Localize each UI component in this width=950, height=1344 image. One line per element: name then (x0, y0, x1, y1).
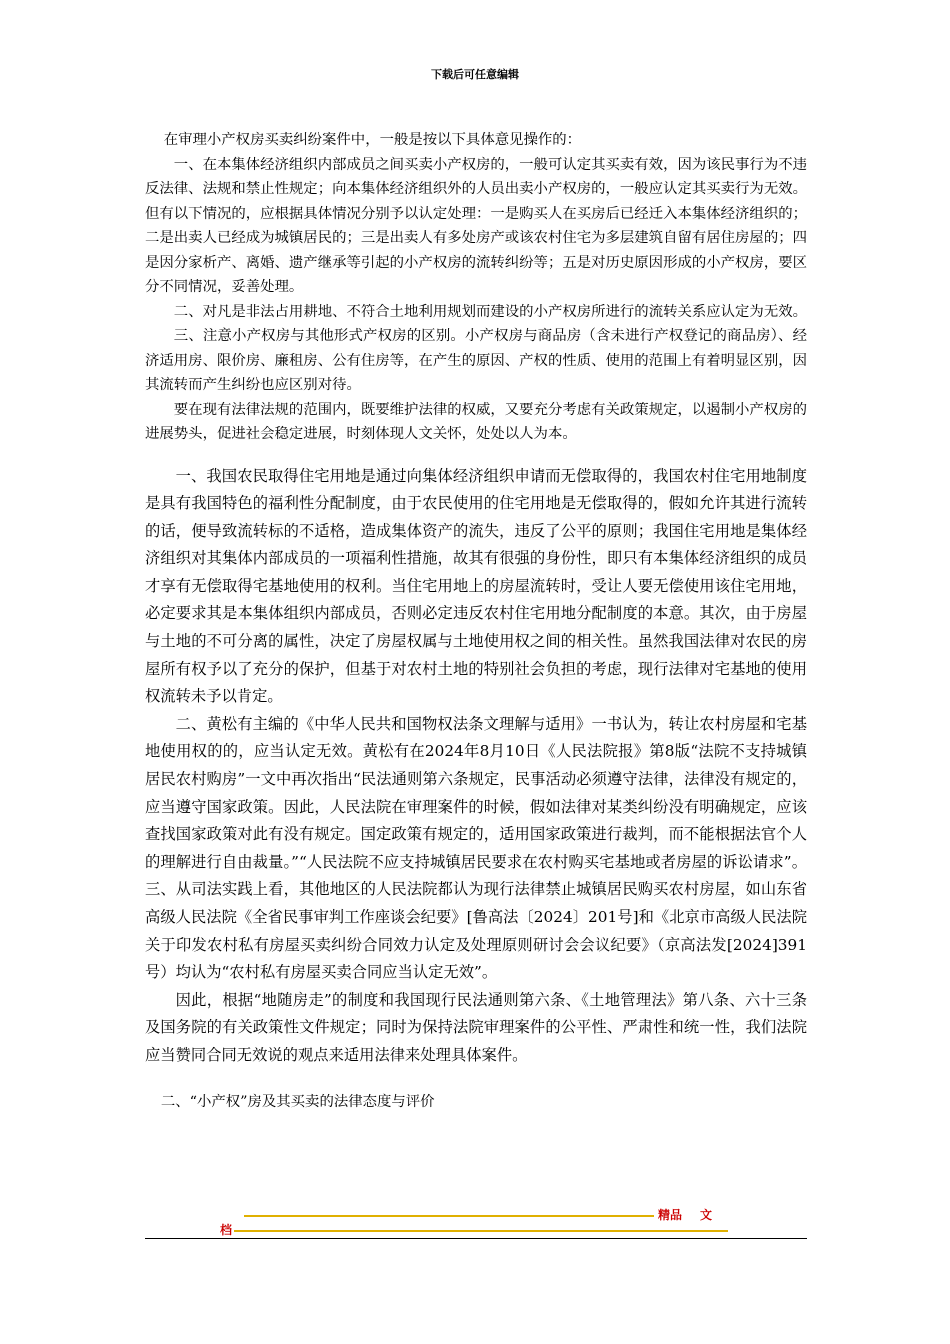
footer-label-3: 档 (220, 1223, 233, 1237)
paragraph: 二、黄松有主编的《中华人民共和国物权法条文理解与适用》一书认为，转让农村房屋和宅基地使用权的的，应当认定无效。黄松有在2024年8月10日《人民法院报》第8版“法院不支持城镇居民农村购房”一文中再次指出“民法通则第六条规定，民事活动必须遵守法律，法律没有规定的，应当遵守国家政策。因此，人民法院在审理案件的时候，假如法律对某类纠纷没有明确规定，应该查找国家政策对此有没有规定。国定政策有规定的，适用国家政策进行裁判，而不能根据法官个人的理解进行自由裁量。”“人民法院不应支持城镇居民要求在农村购买宅基地或者房屋的诉讼请求”。三、从司法实践上看，其他地区的人民法院都认为现行法律禁止城镇居民购买农村房屋，如山东省高级人民法院《全省民事审判工作座谈会纪要》[鲁高法〔2024〕201号]和《北京市高级人民法院关于印发农村私有房屋买卖纠纷合同效力认定及处理原则研讨会会议纪要》（京高法发[2024]391号）均认为“农村私有房屋买卖合同应当认定无效”。 (145, 714, 807, 982)
paragraph: 二、对凡是非法占用耕地、不符合土地利用规划而建设的小产权房所进行的流转关系应认定为无效。 (173, 303, 807, 320)
paragraph: 一、我国农民取得住宅用地是通过向集体经济组织申请而无偿取得的，我国农村住宅用地制度是具有我国特色的福利性分配制度，由于农民使用的住宅用地是无偿取得的，假如允许其进行流转的话，便导致流转标的不适格，造成集体资产的流失，违反了公平的原则；我国住宅用地是集体经济组织对其集体内部成员的一项福利性措施，故其有很强的身份性，即只有本集体经济组织的成员才享有无偿取得宅基地使用的权利。当住宅用地上的房屋流转时，受让人要无偿使用该住宅用地，必定要求其是本集体组织内部成员，否则必定违反农村住宅用地分配制度的本意。其次，由于房屋与土地的不可分离的属性，决定了房屋权属与土地使用权之间的相关性。虽然我国法律对农民的房屋所有权予以了充分的保护，但基于对农村土地的特别社会负担的考虑，现行法律对宅基地的使用权流转未予以肯定。 (145, 466, 807, 706)
paragraph: 因此，根据“地随房走”的制度和我国现行民法通则第六条、《土地管理法》第八条、六十三条及国务院的有关政策性文件规定；同时为保持法院审理案件的公平性、严肃性和统一性，我们法院应当赞同合同无效说的观点来适用法律来处理具体案件。 (145, 990, 807, 1064)
footer-row-1 (242, 1208, 730, 1223)
paragraph: 一、在本集体经济组织内部成员之间买卖小产权房的，一般可认定其买卖有效，因为该民事行为不违反法律、法规和禁止性规定；向本集体经济组织外的人员出卖小产权房的，一般应认定其买卖行为无效。但有以下情况的，应根据具体情况分别予以认定处理：一是购买人在买房后已经迁入本集体经济组织的；二是出卖人已经成为城镇居民的；三是出卖人有多处房产或该农村住宅为多层建筑自留有居住房屋的；四是因分家析产、离婚、遗产继承等引起的小产权房的流转纠纷等；五是对历史原因形成的小产权房，要区分不同情况，妥善处理。 (145, 156, 807, 295)
document-body (145, 128, 807, 1114)
footer-dash-line (234, 1230, 728, 1232)
paragraph: 在审理小产权房买卖纠纷案件中，一般是按以下具体意见操作的： (163, 132, 582, 148)
footer-row-2 (220, 1223, 730, 1238)
paragraph: 三、注意小产权房与其他形式产权房的区别。小产权房与商品房（含未进行产权登记的商品房）、经济适用房、限价房、廉租房、公有住房等，在产生的原因、产权的性质、使用的范围上有着明显区别，因其流转而产生纠纷也应区别对待。 (145, 328, 807, 393)
section-1 (145, 128, 807, 447)
footer-label-1: 精品 (657, 1208, 682, 1222)
paragraph: 要在现有法律法规的范围内，既要维护法律的权威，又要充分考虑有关政策规定，以遏制小产权房的进展势头，促进社会稳定进展，时刻体现人文关怀，处处以人为本。 (145, 401, 807, 442)
footer-dash-line (244, 1215, 654, 1217)
footer-label-2: 文 (699, 1208, 712, 1222)
page-header: 下载后可任意编辑 (431, 68, 519, 81)
footer-rule (145, 1238, 807, 1239)
section-heading: 二、“小产权”房及其买卖的法律态度与评价 (160, 1093, 435, 1110)
footer-watermark (220, 1208, 730, 1238)
section-2 (145, 463, 807, 1070)
